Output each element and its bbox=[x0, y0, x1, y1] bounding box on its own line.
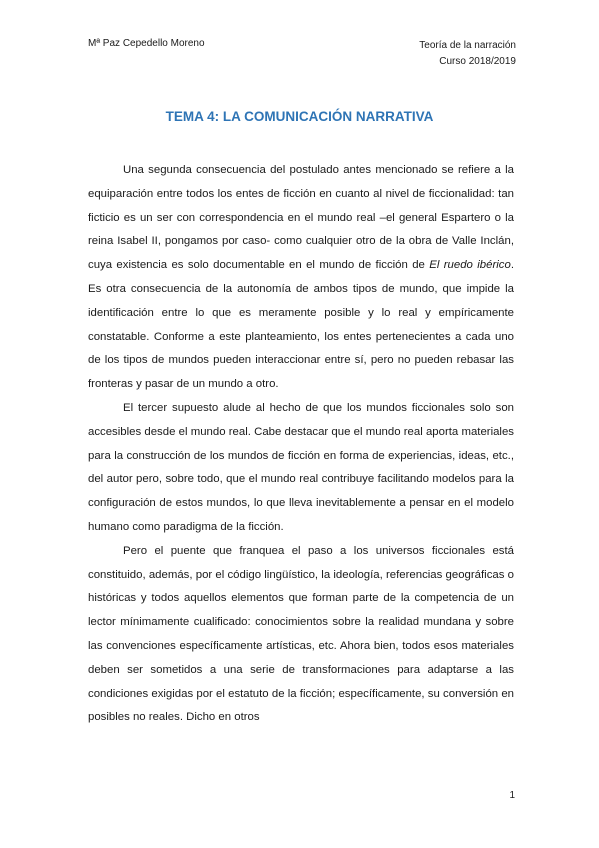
paragraph-2: El tercer supuesto alude al hecho de que los mundos ficcionales solo son accesibles desde el mundo real. Cabe destacar que el mundo real aporta materiales para la construcción de los mundos de ficción en forma de experiencias, ideas, etc., del autor pero, sobre todo, que el mundo real contribuye facilitando modelos para la configuración de estos mundos, lo que lleva inevitablemente a pensar en el modelo humano como paradigma de la ficción. bbox=[88, 401, 514, 533]
page-title: TEMA 4: LA COMUNICACIÓN NARRATIVA bbox=[165, 109, 434, 124]
header-course bbox=[419, 38, 516, 70]
document-body bbox=[88, 159, 514, 730]
paragraph-1-text-a: Una segunda consecuencia del postulado antes mencionado se refiere a la equiparación entre todos los entes de ficción en cuanto al nivel de ficcionalidad: tan ficticio es un ser con correspondencia en el mundo real –el general Espartero o la reina Isabel II, pongamos por caso- como cualquier otro de la obra de Valle Inclán, cuya existencia es solo documentable en el mundo de ficción de bbox=[88, 164, 514, 272]
work-title-italic: El ruedo ibérico bbox=[429, 259, 511, 272]
paragraph-3: Pero el puente que franquea el paso a los universos ficcionales está constituido, además, por el código lingüístico, la ideología, referencias geográficas o históricas y todos aquellos elementos que forman parte de la competencia de un lector mínimamente cualificado: conocimientos sobre la realidad mundana y sobre las convenciones específicamente artísticas, etc. Ahora bien, todos esos materiales deben ser sometidos a una serie de transformaciones para adaptarse a las condiciones exigidas por el estatuto de la ficción; específicamente, su conversión en posibles no reales. Dicho en otros bbox=[88, 544, 514, 724]
page-number: 1 bbox=[509, 790, 515, 801]
paragraph-1-text-b: . Es otra consecuencia de la autonomía de ambos tipos de mundo, que impide la identificación entre lo que es meramente posible y lo real y empíricamente constatable. Conforme a este planteamiento, los entes pertenecientes a cada uno de los tipos de mundos pueden interaccionar entre sí, pero no pueden rebasar las fronteras y pasar de un mundo a otro. bbox=[88, 259, 514, 391]
header-course-year: Curso 2018/2019 bbox=[439, 56, 516, 67]
header-author: Mª Paz Cepedello Moreno bbox=[88, 38, 205, 49]
paragraph-1 bbox=[88, 159, 514, 397]
header-course-title: Teoría de la narración bbox=[419, 40, 516, 51]
